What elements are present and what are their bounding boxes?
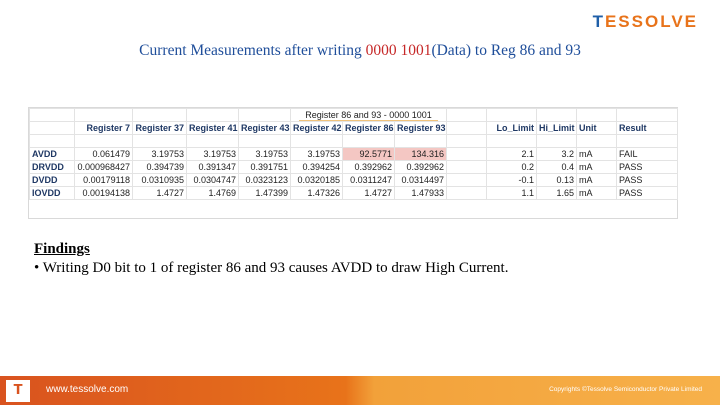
column-header: Register 43 [239, 122, 291, 135]
logo-letter: T [592, 12, 605, 31]
result-cell: PASS [617, 187, 678, 200]
column-header: Register 7 [75, 122, 133, 135]
footer-copyright: Copyrights ©Tessolve Semiconductor Private Limited [549, 386, 702, 393]
cell [617, 109, 678, 122]
table-cell [447, 148, 487, 161]
table-cell: 0.061479 [75, 148, 133, 161]
findings-heading: Findings [34, 241, 90, 257]
cell [75, 109, 133, 122]
table-cell: 1.4727 [343, 187, 395, 200]
table-row [30, 174, 678, 187]
table-cell: 1.47326 [291, 187, 343, 200]
blank-row [30, 135, 678, 148]
table-cell: 0.0310935 [133, 174, 187, 187]
table-cell: 3.19753 [187, 148, 239, 161]
column-header: Lo_Limit [487, 122, 537, 135]
column-header [447, 122, 487, 135]
cell [30, 109, 75, 122]
table-cell: 0.392962 [395, 161, 447, 174]
table-cell: 3.19753 [133, 148, 187, 161]
table-banner-text: Register 86 and 93 - 0000 1001 [299, 110, 438, 122]
cell [487, 109, 537, 122]
table-cell: 0.0304747 [187, 174, 239, 187]
lo-limit-cell: 0.2 [487, 161, 537, 174]
table-cell [447, 161, 487, 174]
lo-limit-cell: 2.1 [487, 148, 537, 161]
cell [187, 109, 239, 122]
measurement-table [28, 107, 678, 219]
table-cell: 1.4727 [133, 187, 187, 200]
table-row [30, 148, 678, 161]
table-row [30, 187, 678, 200]
table-cell: 0.392962 [343, 161, 395, 174]
column-header [30, 122, 75, 135]
table-cell: 1.47933 [395, 187, 447, 200]
title-suffix: (Data) to Reg 86 and 93 [431, 42, 581, 59]
title-prefix: Current Measurements after writing [139, 42, 366, 59]
row-label: AVDD [30, 148, 75, 161]
cell [133, 109, 187, 122]
column-header: Register 93 [395, 122, 447, 135]
table-cell: 0.0314497 [395, 174, 447, 187]
table-row [30, 161, 678, 174]
findings-bullet: • Writing D0 bit to 1 of register 86 and 93 causes AVDD to draw High Current. [34, 260, 509, 276]
result-cell: FAIL [617, 148, 678, 161]
table-cell: 0.000968427 [75, 161, 133, 174]
title-highlight: 0000 1001 [365, 42, 432, 59]
hi-limit-cell: 0.13 [537, 174, 577, 187]
lo-limit-cell: -0.1 [487, 174, 537, 187]
footer-bar [0, 376, 720, 405]
findings-section [34, 241, 508, 277]
unit-cell: mA [577, 161, 617, 174]
table-cell [447, 187, 487, 200]
slide-title [0, 42, 720, 60]
table-cell: 0.00179118 [75, 174, 133, 187]
row-label: DVDD [30, 174, 75, 187]
table-cell: 1.47399 [239, 187, 291, 200]
cell [537, 109, 577, 122]
column-header: Register 37 [133, 122, 187, 135]
table-banner [291, 109, 447, 122]
table-cell: 0.394739 [133, 161, 187, 174]
logo-text: ESSOLVE [604, 12, 698, 31]
table-cell: 0.0320185 [291, 174, 343, 187]
footer-url[interactable]: www.tessolve.com [46, 384, 129, 395]
column-header: Register 42 [291, 122, 343, 135]
row-label: DRVDD [30, 161, 75, 174]
result-cell: PASS [617, 161, 678, 174]
column-header: Register 41 [187, 122, 239, 135]
tessolve-logo [593, 12, 698, 32]
hi-limit-cell: 3.2 [537, 148, 577, 161]
column-header: Result [617, 122, 678, 135]
result-cell: PASS [617, 174, 678, 187]
cell [447, 109, 487, 122]
table-cell: 3.19753 [239, 148, 291, 161]
table-cell: 134.316 [395, 148, 447, 161]
table-cell: 1.4769 [187, 187, 239, 200]
table-cell: 0.394254 [291, 161, 343, 174]
column-header: Register 86 [343, 122, 395, 135]
table-cell: 0.0323123 [239, 174, 291, 187]
cell [577, 109, 617, 122]
hi-limit-cell: 1.65 [537, 187, 577, 200]
lo-limit-cell: 1.1 [487, 187, 537, 200]
table-cell: 0.0311247 [343, 174, 395, 187]
table-header-row [30, 122, 678, 135]
table-cell: 92.5771 [343, 148, 395, 161]
row-label: IOVDD [30, 187, 75, 200]
table-cell: 0.391751 [239, 161, 291, 174]
table-cell: 0.00194138 [75, 187, 133, 200]
column-header: Unit [577, 122, 617, 135]
unit-cell: mA [577, 148, 617, 161]
table-cell [447, 174, 487, 187]
column-header: Hi_Limit [537, 122, 577, 135]
hi-limit-cell: 0.4 [537, 161, 577, 174]
unit-cell: mA [577, 187, 617, 200]
footer-logo-mark: T [6, 380, 30, 402]
table-cell: 3.19753 [291, 148, 343, 161]
table-cell: 0.391347 [187, 161, 239, 174]
cell [239, 109, 291, 122]
unit-cell: mA [577, 174, 617, 187]
